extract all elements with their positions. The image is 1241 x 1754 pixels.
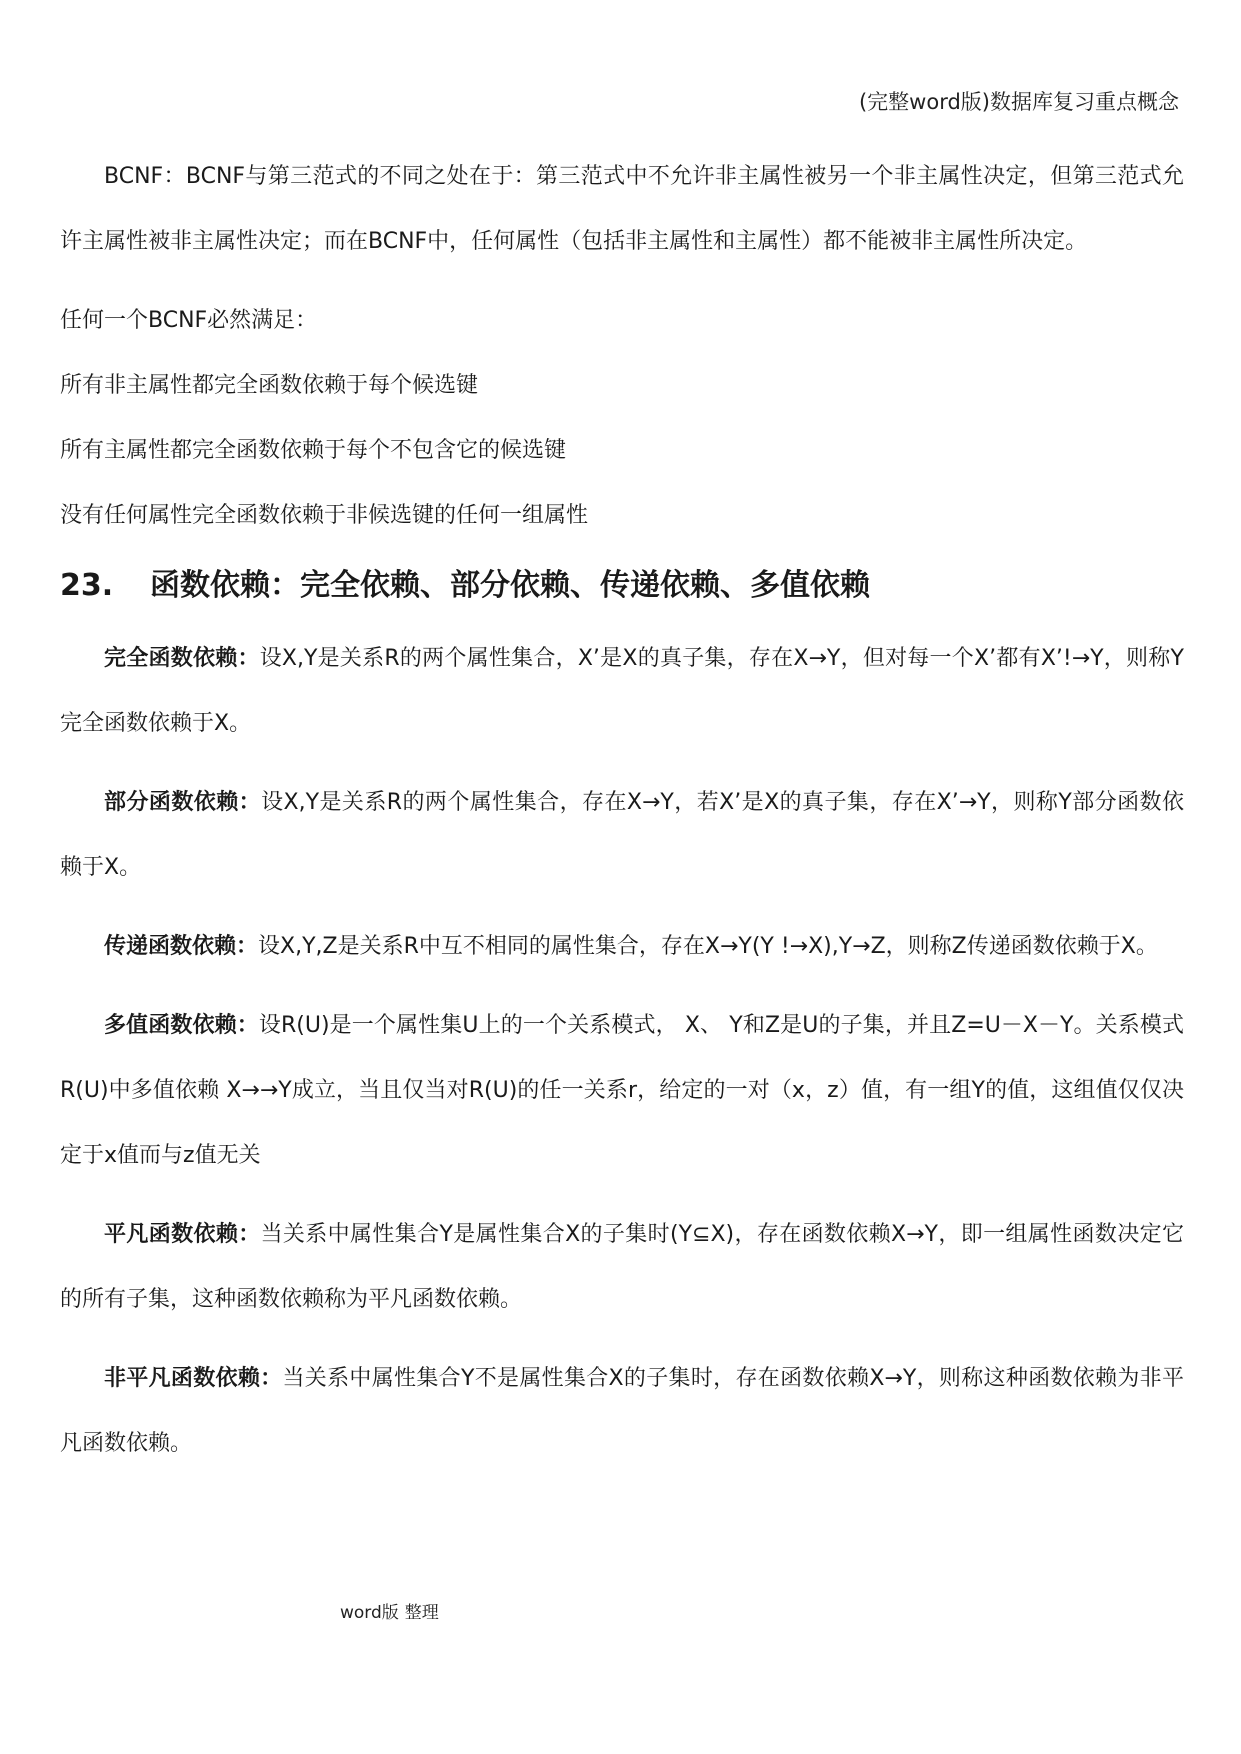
- definition-partial-dependency: [60, 770, 1184, 900]
- definition-term: 平凡函数依赖：: [104, 1222, 261, 1247]
- definition-term: 部分函数依赖：: [104, 790, 262, 815]
- definition-term: 非平凡函数依赖：: [104, 1366, 283, 1391]
- bcnf-condition-2: 所有主属性都完全函数依赖于每个不包含它的候选键: [60, 438, 567, 463]
- section-heading: [60, 552, 1184, 620]
- section-title: 函数依赖：完全依赖、部分依赖、传递依赖、多值依赖: [150, 568, 870, 603]
- definition-text: 设X,Y是关系R的两个属性集合，存在X→Y，若X’是X的真子集，存在X’→Y，则称Y部分函数依赖于X。: [60, 790, 1184, 880]
- footer-right: 整理: [404, 1603, 439, 1623]
- bcnf-paragraph: BCNF：BCNF与第三范式的不同之处在于：第三范式中不允许非主属性被另一个非主属性决定，但第三范式允许主属性被非主属性决定；而在BCNF中，任何属性（包括非主属性和主属性）都不能被非主属性所决定。: [60, 164, 1184, 254]
- definition-nontrivial-dependency: [60, 1346, 1184, 1476]
- definition-text: 当关系中属性集合Y不是属性集合X的子集时，存在函数依赖X→Y，则称这种函数依赖为非平凡函数依赖。: [60, 1366, 1184, 1456]
- definition-text: 设R(U)是一个属性集U上的一个关系模式， X、 Y和Z是U的子集，并且Z=U－X－Y。关系模式R(U)中多值依赖 X→→Y成立，当且仅当对R(U)的任一关系r，给定的一对（x，z）值，有一组Y的值，这组值仅仅决定于x值而与z值无关: [60, 1013, 1184, 1168]
- definition-term: 完全函数依赖：: [104, 646, 260, 671]
- bcnf-condition-1: 所有非主属性都完全函数依赖于每个候选键: [60, 373, 479, 398]
- definition-text: 设X,Y,Z是关系R中互不相同的属性集合，存在X→Y(Y !→X),Y→Z，则称Z传递函数依赖于X。: [258, 934, 1158, 959]
- definition-term: 多值函数依赖：: [104, 1013, 259, 1038]
- definition-full-dependency: [60, 626, 1184, 756]
- bcnf-must-satisfy: 任何一个BCNF必然满足：: [60, 308, 318, 333]
- definition-transitive-dependency: [60, 914, 1184, 979]
- footer-left: word版: [340, 1603, 399, 1623]
- definition-text: 设X,Y是关系R的两个属性集合，X’是X的真子集，存在X→Y，但对每一个X’都有X’!→Y，则称Y完全函数依赖于X。: [60, 646, 1184, 736]
- document-body: [60, 144, 1184, 1476]
- page-header: (完整word版)数据库复习重点概念: [858, 90, 1179, 114]
- definition-trivial-dependency: [60, 1202, 1184, 1332]
- page-footer: [340, 1598, 439, 1623]
- definition-text: 当关系中属性集合Y是属性集合X的子集时(Y⊆X)，存在函数依赖X→Y，即一组属性函数决定它的所有子集，这种函数依赖称为平凡函数依赖。: [60, 1222, 1184, 1312]
- definition-multivalued-dependency: [60, 993, 1184, 1188]
- section-number: 23.: [60, 568, 114, 603]
- bcnf-condition-3: 没有任何属性完全函数依赖于非候选键的任何一组属性: [60, 503, 589, 528]
- definition-term: 传递函数依赖：: [104, 934, 259, 959]
